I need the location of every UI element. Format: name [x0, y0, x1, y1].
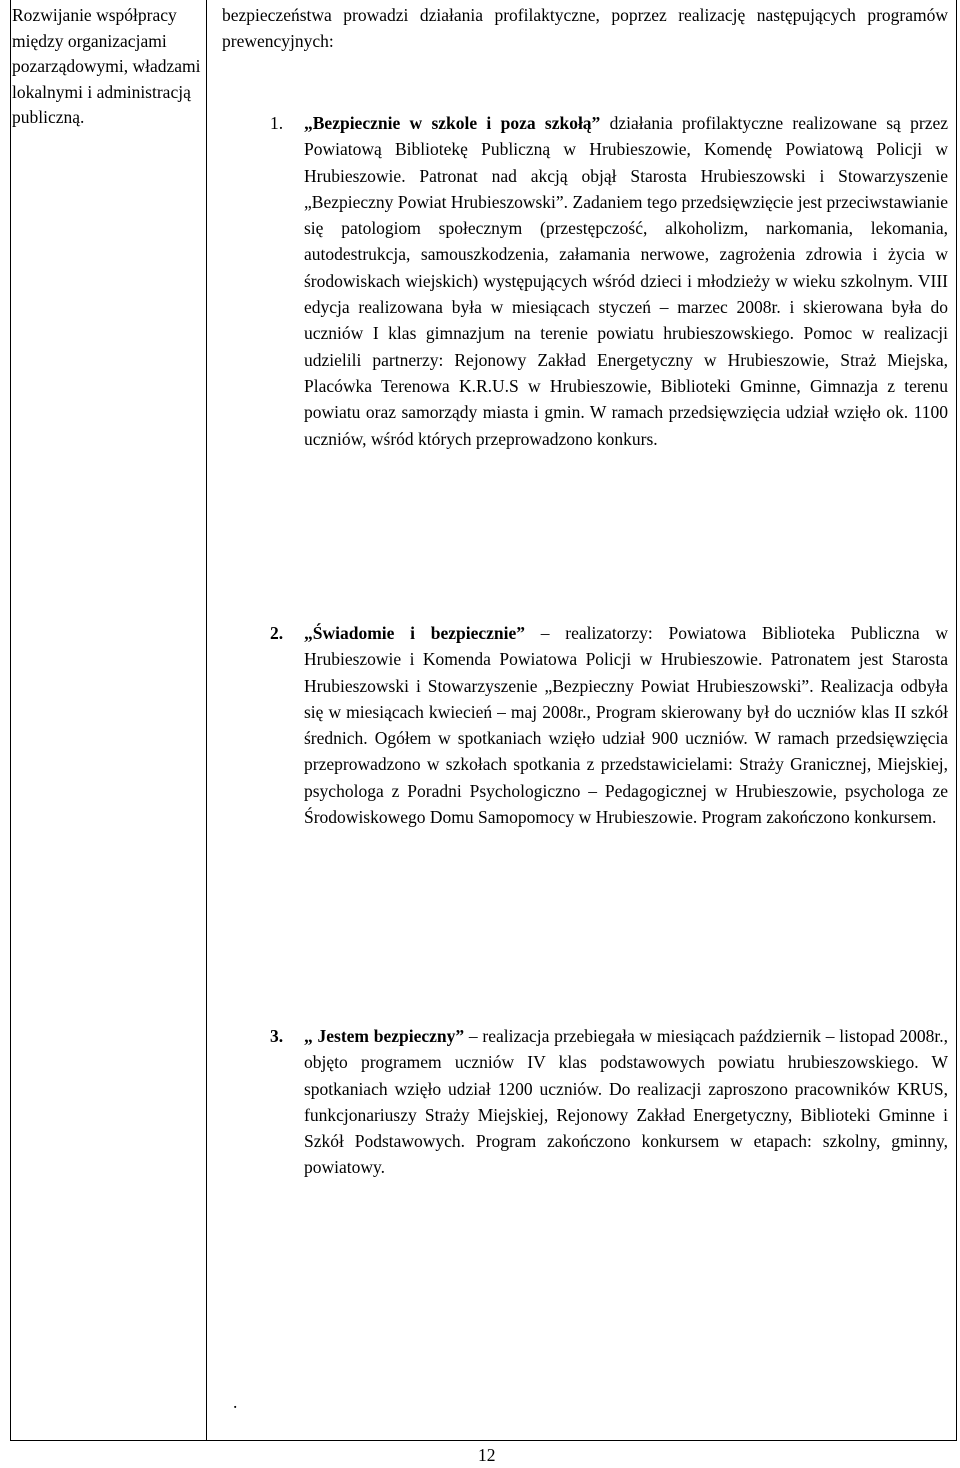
program-item-3	[222, 1023, 948, 1181]
item-body	[304, 620, 948, 830]
page-number: 12	[478, 1445, 496, 1465]
item-text: – realizatorzy: Powiatowa Biblioteka Publiczna w Hrubieszowie i Komenda Powiatowa Policji w Hrubieszowie. Patronatem jest Starosta Hrubieszowski i Stowarzyszenie „Bezpieczny Powiat Hrubieszowski”. Realizacja odbyła się w miesiącach kwiecień – maj 2008r., Program skierowany był do uczniów klas II szkół średnich. Ogółem w spotkaniach wzięło udział 900 uczniów. W ramach przedsięwzięcia przeprowadzono w szkołach spotkania z przedstawicielami: Straży Granicznej, Miejskiej, psychologa z Poradni Psychologiczno – Pedagogicznej w Hrubieszowie, psychologa ze Środowiskowego Domu Samopomocy w Hrubieszowie. Program zakończono konkursem.	[304, 623, 948, 828]
item-number: 1.	[270, 113, 284, 133]
column-divider	[206, 0, 207, 1441]
program-item-1	[222, 110, 948, 452]
program-item-2	[222, 620, 948, 830]
trailing-mark: .	[233, 1392, 238, 1412]
item-title: „Bezpiecznie w szkole i poza szkołą”	[304, 113, 601, 133]
item-title: „Świadomie i bezpiecznie”	[304, 623, 526, 643]
item-body	[304, 1023, 948, 1181]
item-body	[304, 110, 948, 452]
item-text: – realizacja przebiegała w miesiącach październik – listopad 2008r., objęto programem uczniów IV klas podstawowych powiatu hrubieszowskiego. W spotkaniach wzięło udział 1200 uczniów. Do realizacji zaproszono pracowników KRUS, funkcjonariuszy Straży Miejskiej, Rejonowy Zakład Energetyczny, Biblioteki Gminne i Szkół Podstawowych. Program zakończono konkursem w etapach: szkolny, gminny, powiatowy.	[304, 1026, 948, 1178]
left-column-text: Rozwijanie współpracy między organizacjami pozarządowymi, władzami lokalnymi i administracją publiczną.	[12, 5, 201, 128]
item-text: działania profilaktyczne realizowane są przez Powiatową Bibliotekę Publiczną w Hrubieszowie, Komendę Powiatową Policji w Hrubieszowie. Patronat nad akcją objął Starosta Hrubieszowski i Stowarzyszenie „Bezpieczny Powiat Hrubieszowski”. Zadaniem tego przedsięwzięcie jest przeciwstawianie się patologiom społecznym (przestępczość, alkoholizm, narkomania, lekomania, autodestrukcja, samouszkodzenia, załamania nerwowe, zagrożenia zdrowia i życia w środowiskach wiejskich) występujących wśród dzieci i młodzieży w wieku szkolnym. VIII edycja realizowana była w miesiącach styczeń – marzec 2008r. i skierowana była do uczniów I klas gimnazjum na terenie powiatu hrubieszowskiego. Pomoc w realizacji udzielili partnerzy: Rejonowy Zakład Energetyczny w Hrubieszowie, Straż Miejska, Placówka Terenowa K.R.U.S w Hrubieszowie, Biblioteki Gminne, Gimnazja z terenu powiatu oraz samorządy miasta i gmin. W ramach przedsięwzięcia udział wzięło ok. 1100 uczniów, wśród których przeprowadzono konkurs.	[304, 113, 948, 449]
intro-paragraph: bezpieczeństwa prowadzi działania profilaktyczne, poprzez realizację następujących programów prewencyjnych:	[222, 5, 948, 51]
item-title: „ Jestem bezpieczny”	[304, 1026, 465, 1046]
item-number: 2.	[270, 623, 284, 643]
item-number: 3.	[270, 1026, 284, 1046]
